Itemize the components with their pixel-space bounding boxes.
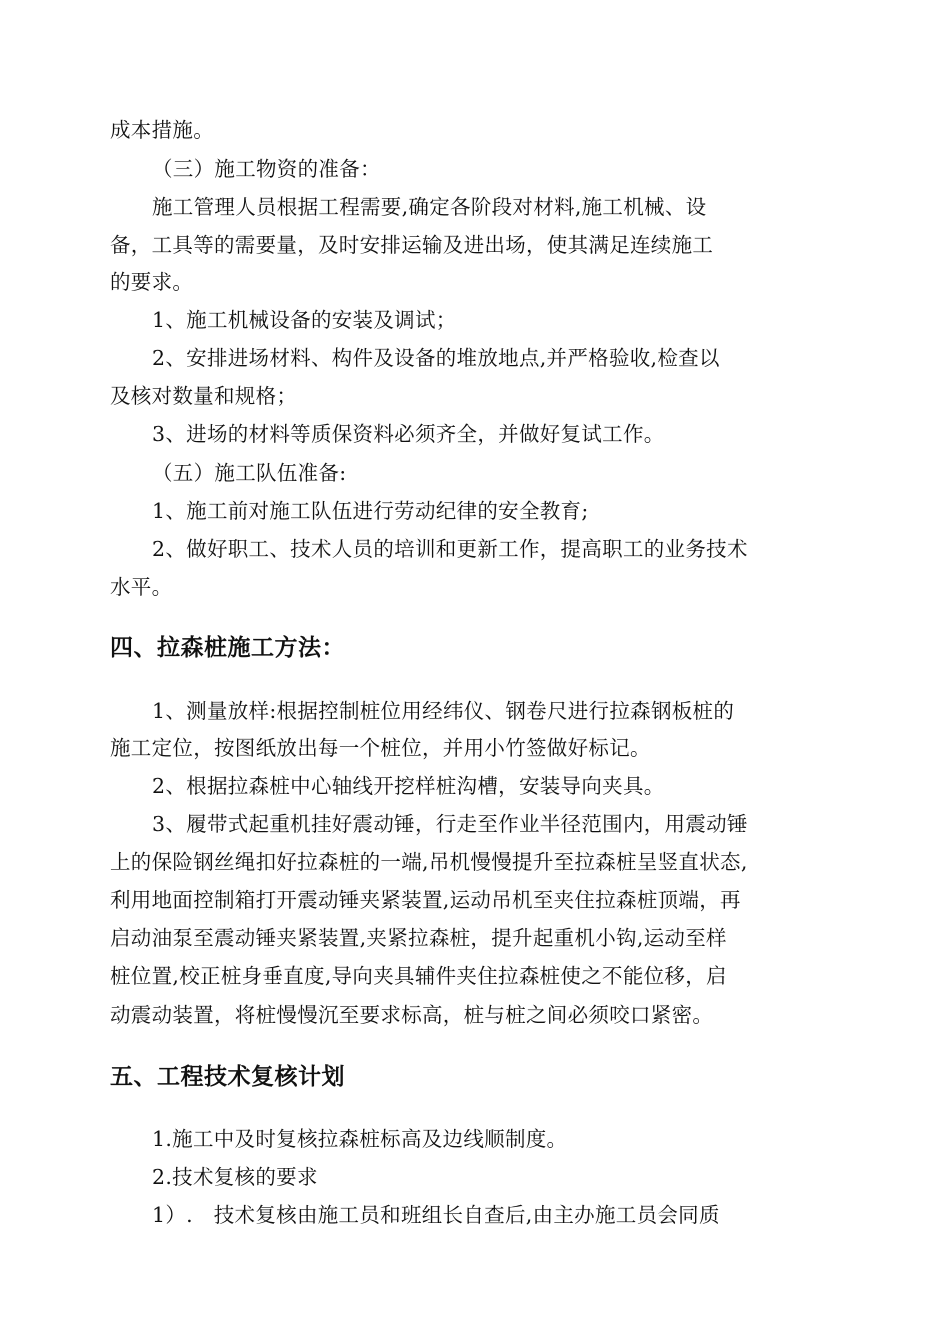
section-heading-5: 五、工程技术复核计划 (110, 1064, 345, 1090)
list-item: 1、测量放样:根据控制桩位用经纬仪、钢卷尺进行拉森钢板桩的 (152, 699, 735, 723)
section-heading-4: 四、拉森桩施工方法： (110, 635, 345, 661)
text-line: 利用地面控制箱打开震动锤夹紧装置,运动吊机至夹住拉森桩顶端，再 (110, 888, 741, 912)
list-item: 2、根据拉森桩中心轴线开挖样桩沟槽，安装导向夹具。 (152, 774, 665, 798)
subheading-team: （五）施工队伍准备: (152, 461, 347, 485)
text-line: 动震动装置，将桩慢慢沉至要求标高，桩与桩之间必须咬口紧密。 (110, 1003, 714, 1027)
list-item: 1、施工机械设备的安装及调试； (152, 308, 457, 332)
text-line: 启动油泵至震动锤夹紧装置,夹紧拉森桩，提升起重机小钩,运动至样 (110, 926, 727, 950)
list-item: 2、做好职工、技术人员的培训和更新工作，提高职工的业务技术 (152, 537, 748, 561)
text-line: 上的保险钢丝绳扣好拉森桩的一端,吊机慢慢提升至拉森桩呈竖直状态, (110, 850, 748, 874)
list-item: 1.施工中及时复核拉森桩标高及边线顺制度。 (152, 1127, 568, 1151)
list-item: 3、履带式起重机挂好震动锤，行走至作业半径范围内，用震动锤 (152, 812, 748, 836)
list-item: 2、安排进场材料、构件及设备的堆放地点,并严格验收,检查以 (152, 346, 720, 370)
text-line: 及核对数量和规格； (110, 384, 298, 408)
list-item: 3、进场的材料等质保资料必须齐全，并做好复试工作。 (152, 422, 665, 446)
text-line: 成本措施。 (110, 118, 214, 142)
subheading-materials: （三）施工物资的准备： (152, 157, 381, 181)
list-item: 1、施工前对施工队伍进行劳动纪律的安全教育; (152, 499, 589, 523)
text-line: 的要求。 (110, 270, 194, 294)
text-line: 备，工具等的需要量，及时安排运输及进出场，使其满足连续施工 (110, 233, 714, 257)
text-line: 桩位置,校正桩身垂直度,导向夹具辅件夹住拉森桩使之不能位移，启 (110, 964, 727, 988)
text-line: 施工管理人员根据工程需要,确定各阶段对材料,施工机械、设 (152, 195, 707, 219)
list-item: 2.技术复核的要求 (152, 1165, 318, 1189)
text-line: 水平。 (110, 575, 173, 599)
list-item: 1）. 技术复核由施工员和班组长自查后,由主办施工员会同质 (152, 1203, 720, 1227)
text-line: 施工定位，按图纸放出每一个桩位，并用小竹签做好标记。 (110, 736, 651, 760)
